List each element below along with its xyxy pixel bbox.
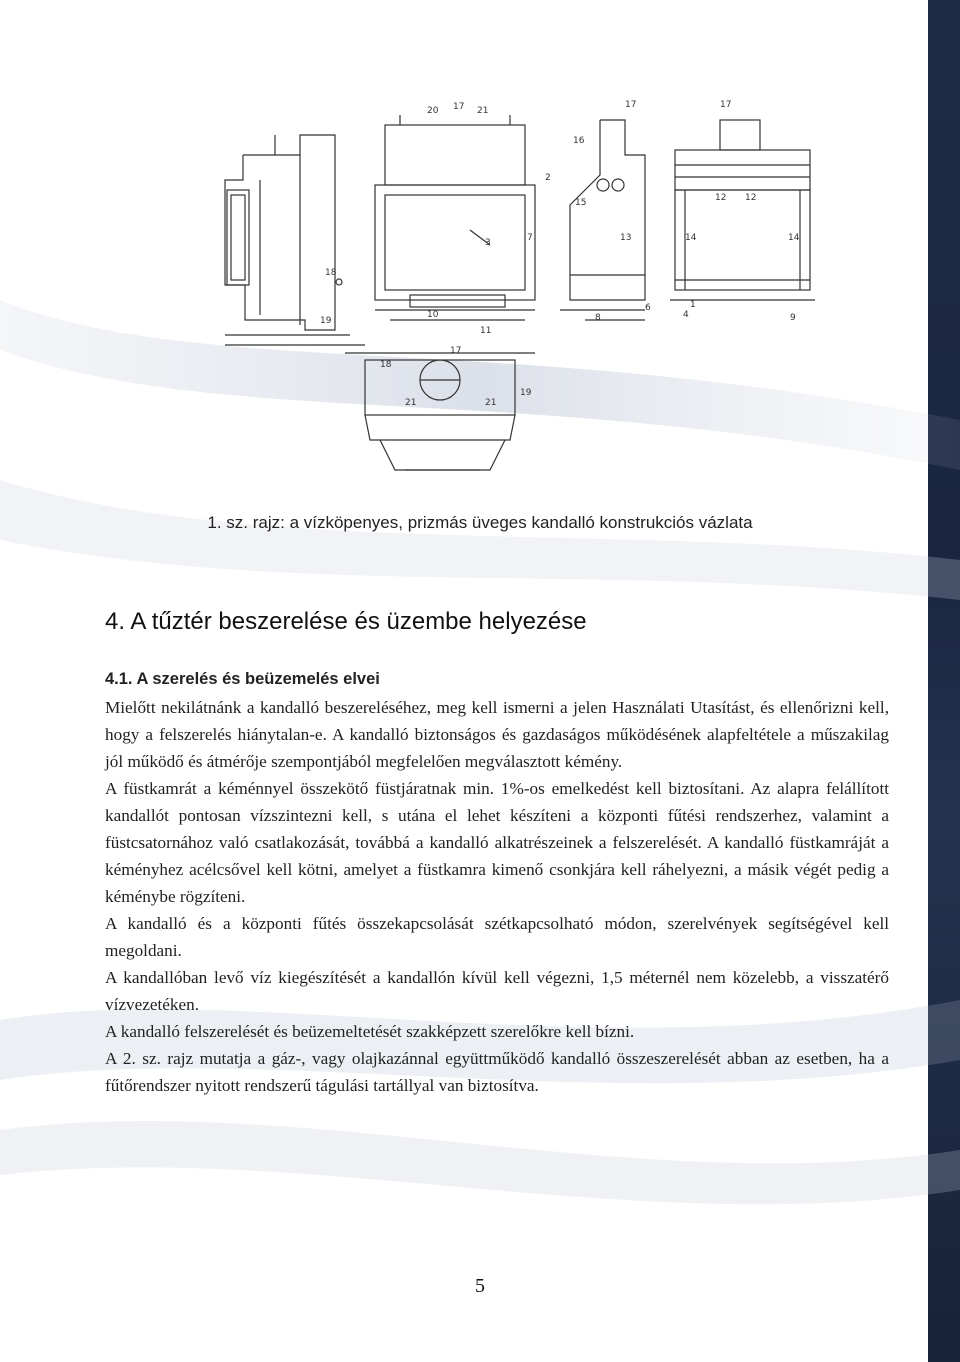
svg-text:3: 3 — [485, 238, 491, 248]
svg-text:16: 16 — [573, 136, 585, 146]
paragraph: A kandallóban levő víz kiegészítését a kandallón kívül kell végezni, 1,5 méternél nem közelebb, a visszatérő vízvezetéken. — [105, 968, 889, 1014]
svg-text:21: 21 — [485, 398, 497, 408]
section-view — [560, 120, 645, 320]
figure-caption: 1. sz. rajz: a vízköpenyes, prizmás üveges kandalló konstrukciós vázlata — [207, 513, 753, 532]
svg-text:17: 17 — [450, 346, 462, 356]
svg-text:7: 7 — [527, 233, 533, 243]
svg-text:18: 18 — [325, 268, 337, 278]
svg-text:19: 19 — [320, 316, 332, 326]
svg-text:14: 14 — [788, 233, 800, 243]
svg-text:9: 9 — [790, 313, 796, 323]
svg-text:19: 19 — [520, 388, 532, 398]
svg-text:8: 8 — [595, 313, 601, 323]
body-text — [105, 694, 889, 1099]
svg-text:4: 4 — [683, 310, 689, 320]
svg-text:12: 12 — [715, 193, 727, 203]
svg-text:12: 12 — [745, 193, 757, 203]
subsection-title: 4.1. A szerelés és beüzemelés elvei — [105, 670, 380, 688]
svg-text:17: 17 — [453, 102, 465, 112]
svg-text:21: 21 — [405, 398, 417, 408]
svg-text:2: 2 — [545, 173, 551, 183]
top-view — [345, 353, 535, 470]
paragraph: A 2. sz. rajz mutatja a gáz-, vagy olajkazánnal együttműködő kandalló összeszerelését abban az esetben, ha a fűtőrendszer nyitott rendszerű tágulási tartállyal van biztosítva. — [105, 1049, 889, 1095]
svg-text:13: 13 — [620, 233, 632, 243]
section-title: 4. A tűztér beszerelése és üzembe helyezése — [105, 608, 587, 635]
drawing-callouts — [320, 100, 800, 408]
svg-text:21: 21 — [477, 106, 489, 116]
paragraph: A kandalló felszerelését és beüzemeltetését szakképzett szerelőkre kell bízni. — [105, 1022, 635, 1041]
svg-text:17: 17 — [720, 100, 732, 110]
svg-text:20: 20 — [427, 106, 439, 116]
svg-text:10: 10 — [427, 310, 439, 320]
paragraph: A kandalló és a központi fűtés összekapcsolását szétkapcsolható módon, szerelvények segítségével kell megoldani. — [105, 914, 889, 960]
svg-text:11: 11 — [480, 326, 492, 336]
svg-text:6: 6 — [645, 303, 651, 313]
svg-text:17: 17 — [625, 100, 637, 110]
paragraph: Mielőtt nekilátnánk a kandalló beszereléséhez, meg kell ismerni a jelen Használati Utasítást, és ellenőrizni kell, hogy a felszerelés hiánytalan-e. A kandalló biztonságos és gazdaságos működésének alapfeltétele a műszakilag jól működő és átmérője szempontjából megfelelően megválasztott kémény. — [105, 698, 889, 771]
rear-view — [670, 120, 815, 300]
svg-text:15: 15 — [575, 198, 587, 208]
svg-text:14: 14 — [685, 233, 697, 243]
side-view — [225, 135, 365, 345]
svg-text:1: 1 — [690, 300, 696, 310]
front-view — [375, 115, 535, 320]
svg-text:18: 18 — [380, 360, 392, 370]
construction-drawing — [205, 95, 830, 505]
paragraph: A füstkamrát a kéménnyel összekötő füstjáratnak min. 1%-os emelkedést kell biztosítani. Az alapra felállított kandallót pontosan vízszintezni kell, s utána el lehet készíteni a központi fűtési rendszerhez, valamint a füstcsatornához való csatlakozását, továbbá a kandalló alkatrészeinek a felszerelését. A kandalló füstkamráját a kéményhez acélcsővel kell kötni, amelyet a füstkamra kimenő csonkjára kell ráhelyezni, a másik végét pedig a kéménybe rögzíteni. — [105, 779, 889, 906]
page-number: 5 — [475, 1275, 485, 1297]
